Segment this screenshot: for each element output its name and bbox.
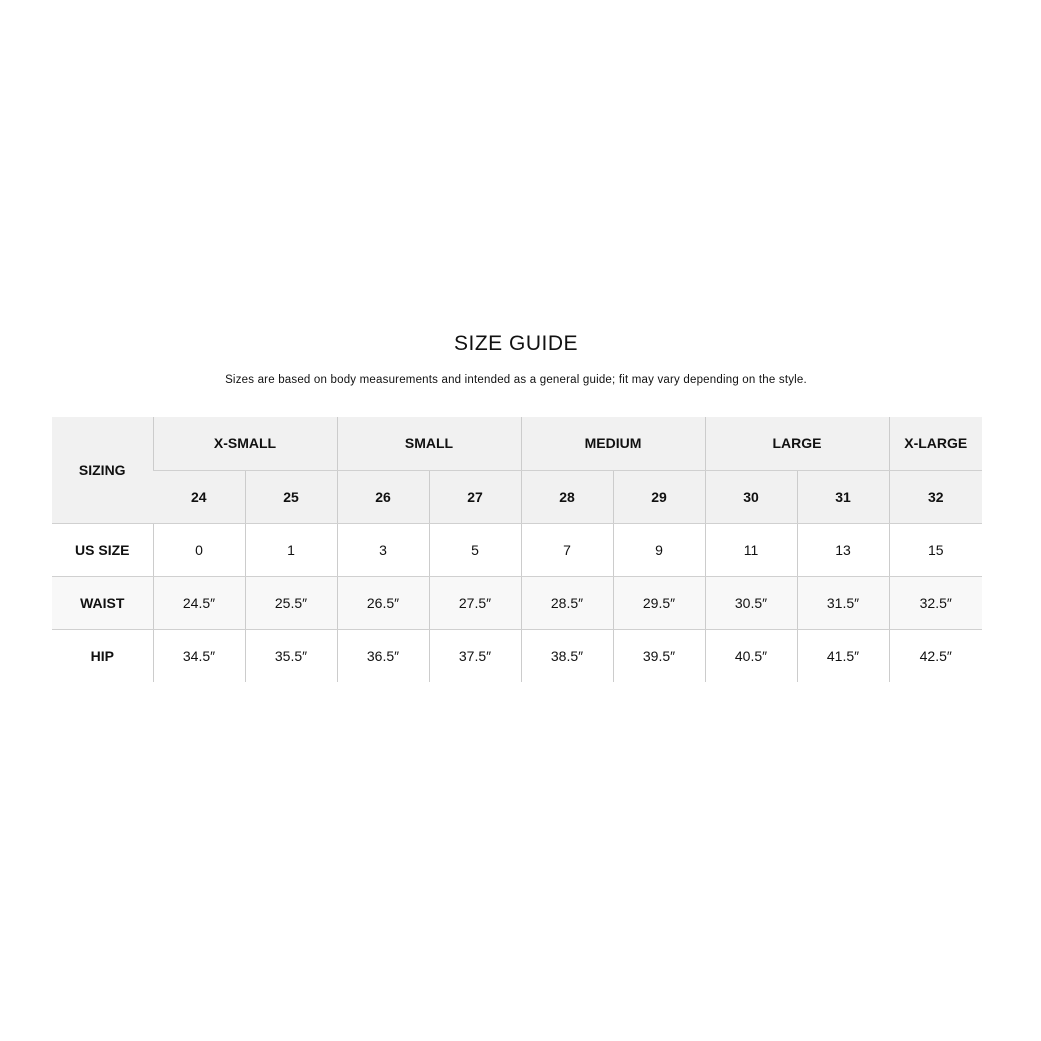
size-number: 29 (613, 470, 705, 523)
table-cell: 36.5″ (337, 629, 429, 682)
table-cell: 24.5″ (153, 576, 245, 629)
table-row-waist (52, 576, 982, 629)
table-row-hip (52, 629, 982, 682)
table-cell: 7 (521, 523, 613, 576)
table-cell: 42.5″ (889, 629, 982, 682)
table-cell: 27.5″ (429, 576, 521, 629)
table-cell: 9 (613, 523, 705, 576)
size-group-large: LARGE (705, 417, 889, 470)
table-cell: 38.5″ (521, 629, 613, 682)
table-cell: 32.5″ (889, 576, 982, 629)
size-number: 27 (429, 470, 521, 523)
table-header-row-sizes (52, 470, 982, 523)
size-number: 31 (797, 470, 889, 523)
table-cell: 15 (889, 523, 982, 576)
size-number: 30 (705, 470, 797, 523)
page-subtitle: Sizes are based on body measurements and intended as a general guide; fit may vary depending on the style. (225, 374, 807, 386)
row-label-waist: WAIST (52, 576, 153, 629)
size-group-xlarge: X-LARGE (889, 417, 982, 470)
size-number: 32 (889, 470, 982, 523)
table-cell: 28.5″ (521, 576, 613, 629)
size-guide-table (52, 417, 982, 682)
table-cell: 39.5″ (613, 629, 705, 682)
table-cell: 40.5″ (705, 629, 797, 682)
table-cell: 11 (705, 523, 797, 576)
size-group-small: SMALL (337, 417, 521, 470)
table-cell: 0 (153, 523, 245, 576)
table-cell: 31.5″ (797, 576, 889, 629)
table-cell: 37.5″ (429, 629, 521, 682)
row-label-us-size: US SIZE (52, 523, 153, 576)
table-cell: 30.5″ (705, 576, 797, 629)
table-header-row-groups (52, 417, 982, 470)
table-cell: 1 (245, 523, 337, 576)
size-number: 25 (245, 470, 337, 523)
table-cell: 34.5″ (153, 629, 245, 682)
table-cell: 25.5″ (245, 576, 337, 629)
table-cell: 3 (337, 523, 429, 576)
corner-label: SIZING (52, 417, 153, 523)
table-cell: 35.5″ (245, 629, 337, 682)
size-group-medium: MEDIUM (521, 417, 705, 470)
table-cell: 41.5″ (797, 629, 889, 682)
size-group-xsmall: X-SMALL (153, 417, 337, 470)
table-row-us-size (52, 523, 982, 576)
table-cell: 13 (797, 523, 889, 576)
size-number: 24 (153, 470, 245, 523)
size-number: 28 (521, 470, 613, 523)
page-title: SIZE GUIDE (453, 332, 579, 355)
table-cell: 5 (429, 523, 521, 576)
table-cell: 26.5″ (337, 576, 429, 629)
row-label-hip: HIP (52, 629, 153, 682)
size-number: 26 (337, 470, 429, 523)
table-cell: 29.5″ (613, 576, 705, 629)
